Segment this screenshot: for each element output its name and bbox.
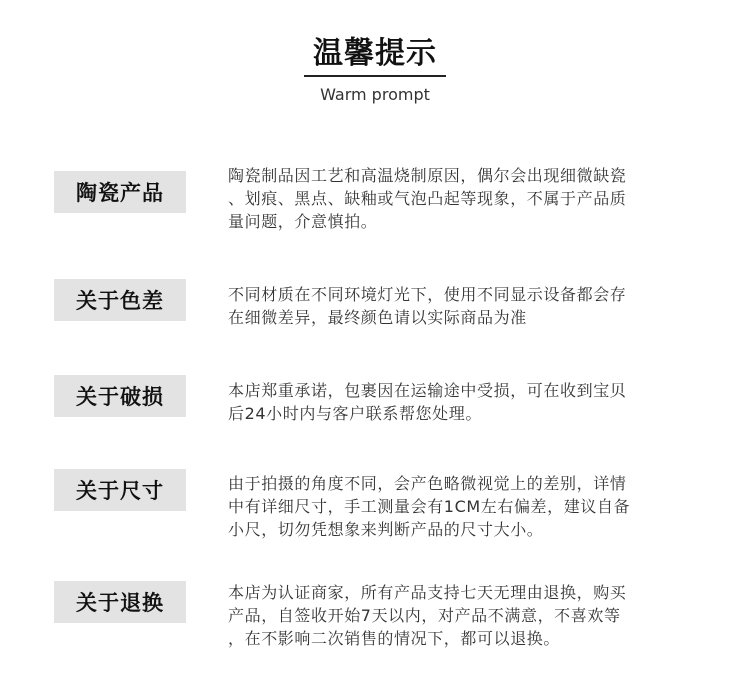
notice-tag: 关于色差 (54, 279, 186, 321)
notice-description (228, 472, 690, 541)
notice-line: 本店郑重承诺，包裹因在运输途中受损，可在收到宝贝 (228, 381, 627, 400)
notice-description (228, 379, 690, 425)
notice-line: 陶瓷制品因工艺和高温烧制原因，偶尔会出现细微缺瓷 (228, 166, 627, 185)
notice-tag: 关于尺寸 (54, 469, 186, 511)
notice-description (228, 581, 690, 650)
page-title: 温馨提示 (313, 36, 437, 71)
notice-tag: 关于破损 (54, 375, 186, 417)
notice-line: 后24小时内与客户联系帮您处理。 (228, 404, 482, 423)
notice-line: 由于拍摄的角度不同，会产色略微视觉上的差别，详情 (228, 474, 627, 493)
notice-line: ，在不影响二次销售的情况下，都可以退换。 (228, 629, 561, 648)
notice-line: 中有详细尺寸，手工测量会有1CM左右偏差，建议自备 (228, 497, 631, 516)
notice-line: 产品，自签收开始7天以内，对产品不满意，不喜欢等 (228, 606, 621, 625)
notice-line: 、划痕、黑点、缺釉或气泡凸起等现象，不属于产品质 (228, 189, 627, 208)
notice-line: 在细微差异，最终颜色请以实际商品为准 (228, 308, 527, 327)
notice-line: 本店为认证商家，所有产品支持七天无理由退换，购买 (228, 583, 627, 602)
notice-line: 不同材质在不同环境灯光下，使用不同显示设备都会存 (228, 285, 627, 304)
notice-description (228, 164, 690, 233)
notice-tag: 关于退换 (54, 581, 186, 623)
page-subtitle: Warm prompt (320, 85, 430, 104)
notice-description (228, 283, 690, 329)
title-underline (304, 75, 446, 77)
notice-line: 小尺，切勿凭想象来判断产品的尺寸大小。 (228, 520, 544, 539)
notice-tag: 陶瓷产品 (54, 171, 186, 213)
notice-line: 量问题，介意慎拍。 (228, 212, 378, 231)
